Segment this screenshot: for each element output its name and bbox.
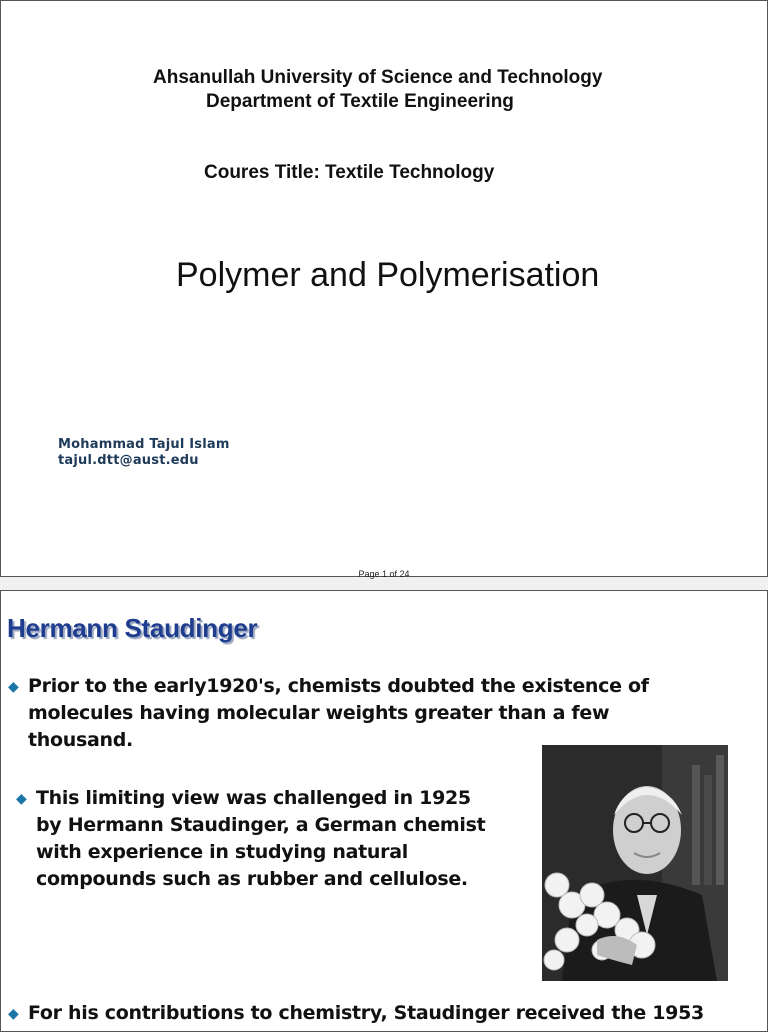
diamond-bullet-icon: ◆ <box>8 1005 19 1021</box>
bullet-text-2 <box>36 785 485 893</box>
page-label: Page 1 of 24 <box>358 569 410 579</box>
university-name: Ahsanullah University of Science and Technology <box>153 67 603 88</box>
main-title: Polymer and Polymerisation <box>176 256 600 294</box>
department-name: Department of Textile Engineering <box>206 91 514 112</box>
bullet-line: with experience in studying natural <box>36 841 408 863</box>
bullet-line: compounds such as rubber and cellulose. <box>36 868 468 890</box>
slide-heading: Hermann Staudinger <box>7 613 258 643</box>
bullet-text-1 <box>28 673 649 754</box>
diamond-bullet-icon: ◆ <box>16 790 27 806</box>
diamond-bullet-icon: ◆ <box>8 678 19 694</box>
bullet-text-3 <box>28 1000 704 1027</box>
bullet-line: molecules having molecular weights greater than a few <box>28 702 610 724</box>
author-name: Mohammad Tajul Islam <box>58 437 230 452</box>
bullet-line: Prior to the early1920's, chemists doubted the existence of <box>28 675 649 697</box>
bullet-line: by Hermann Staudinger, a German chemist <box>36 814 486 836</box>
bullet-line: For his contributions to chemistry, Staudinger received the 1953 <box>28 1002 704 1024</box>
author-email: tajul.dtt@aust.edu <box>58 453 199 468</box>
portrait-illustration <box>542 745 728 981</box>
bullet-item-2 <box>16 785 485 893</box>
bullet-item-1 <box>8 673 649 754</box>
bullet-item-3 <box>8 1000 704 1027</box>
course-title: Coures Title: Textile Technology <box>204 162 495 183</box>
bullet-line: This limiting view was challenged in 1925 <box>36 787 471 809</box>
bullet-line: thousand. <box>28 729 133 751</box>
staudinger-photo <box>542 745 728 981</box>
slide-staudinger <box>0 590 768 1032</box>
